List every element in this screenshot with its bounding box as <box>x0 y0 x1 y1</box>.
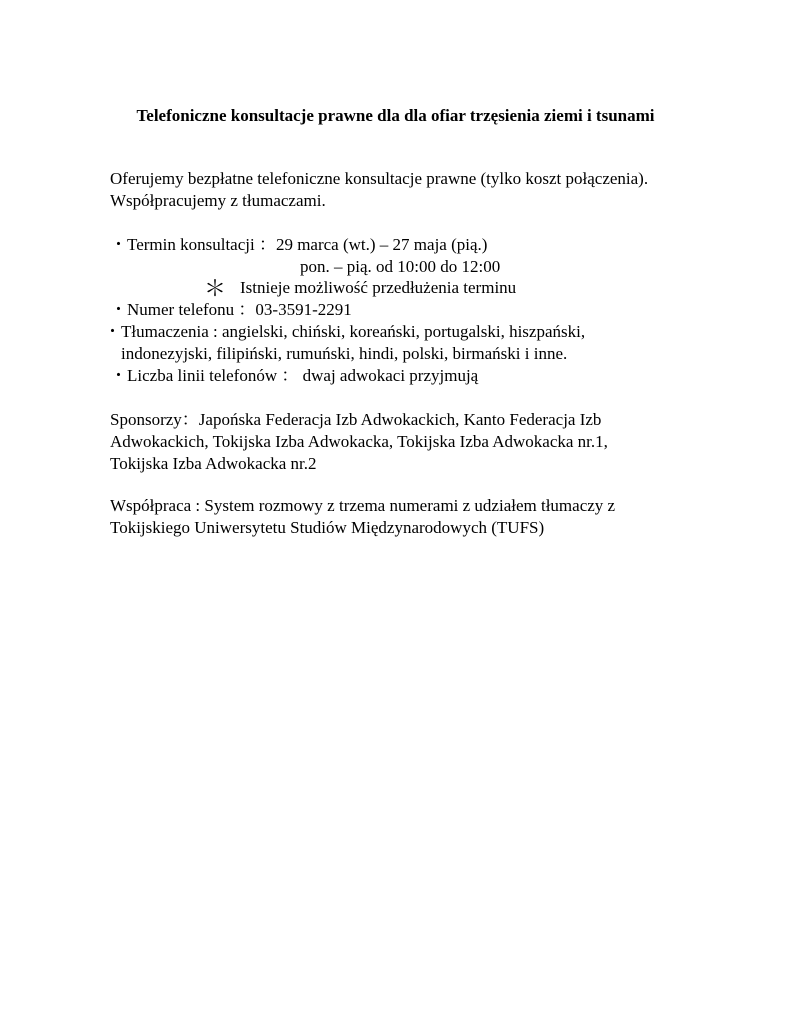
sponsors-line-2: Adwokackich, Tokijska Izba Adwokacka, Tokijska Izba Adwokacka nr.1, <box>110 432 608 451</box>
phone-lines-label: Liczba linii telefonów <box>127 366 278 385</box>
intro-line-1: Oferujemy bezpłatne telefoniczne konsultacje prawne (tylko koszt połączenia). <box>110 169 649 188</box>
languages-text: Tłumaczenia : angielski, chiński, koreański, portugalski, hiszpański, <box>121 322 586 341</box>
asterisk-icon: ＊ <box>204 276 227 301</box>
cooperation-line-1: Współpraca : System rozmowy z trzema numerami z udziałem tłumaczy z <box>110 496 616 515</box>
languages-line <box>104 321 585 343</box>
cooperation-line-2: Tokijskiego Uniwersytetu Studiów Międzynarodowych (TUFS) <box>110 518 545 537</box>
phone-line <box>110 299 352 321</box>
intro-line-2: Współpracujemy z tłumaczami. <box>110 191 326 210</box>
sponsors-line-3: Tokijska Izba Adwokacka nr.2 <box>110 454 317 473</box>
bullet-phone-lines: ・ <box>110 366 127 385</box>
phone-lines-separator: ： <box>281 366 299 385</box>
phone-separator: ： <box>238 300 256 319</box>
languages-continued: indonezyjski, filipiński, rumuński, hindi, polski, birmański i inne. <box>121 344 568 363</box>
bullet-term: ・ <box>110 235 127 254</box>
term-dates: 29 marca (wt.) – 27 maja (pią.) <box>275 235 488 254</box>
term-hours: pon. – pią. od 10:00 do 12:00 <box>300 257 501 276</box>
phone-label: Numer telefonu <box>127 300 235 319</box>
note-line <box>204 277 516 300</box>
phone-lines-value: dwaj adwokaci przyjmują <box>302 366 479 385</box>
term-label: Termin konsultacji <box>127 235 255 254</box>
phone-lines-line <box>110 365 478 387</box>
sponsors-line-1: Sponsorzy：Japońska Federacja Izb Adwokackich, Kanto Federacja Izb <box>110 410 602 429</box>
bullet-phone: ・ <box>110 300 127 319</box>
term-separator: ： <box>258 235 276 254</box>
term-line <box>110 234 487 256</box>
phone-number: 03-3591-2291 <box>255 300 352 319</box>
bullet-languages: ・ <box>104 322 121 341</box>
document-title: Telefoniczne konsultacje prawne dla dla ofiar trzęsienia ziemi i tsunami <box>136 106 655 125</box>
note-text: Istnieje możliwość przedłużenia terminu <box>240 278 517 297</box>
